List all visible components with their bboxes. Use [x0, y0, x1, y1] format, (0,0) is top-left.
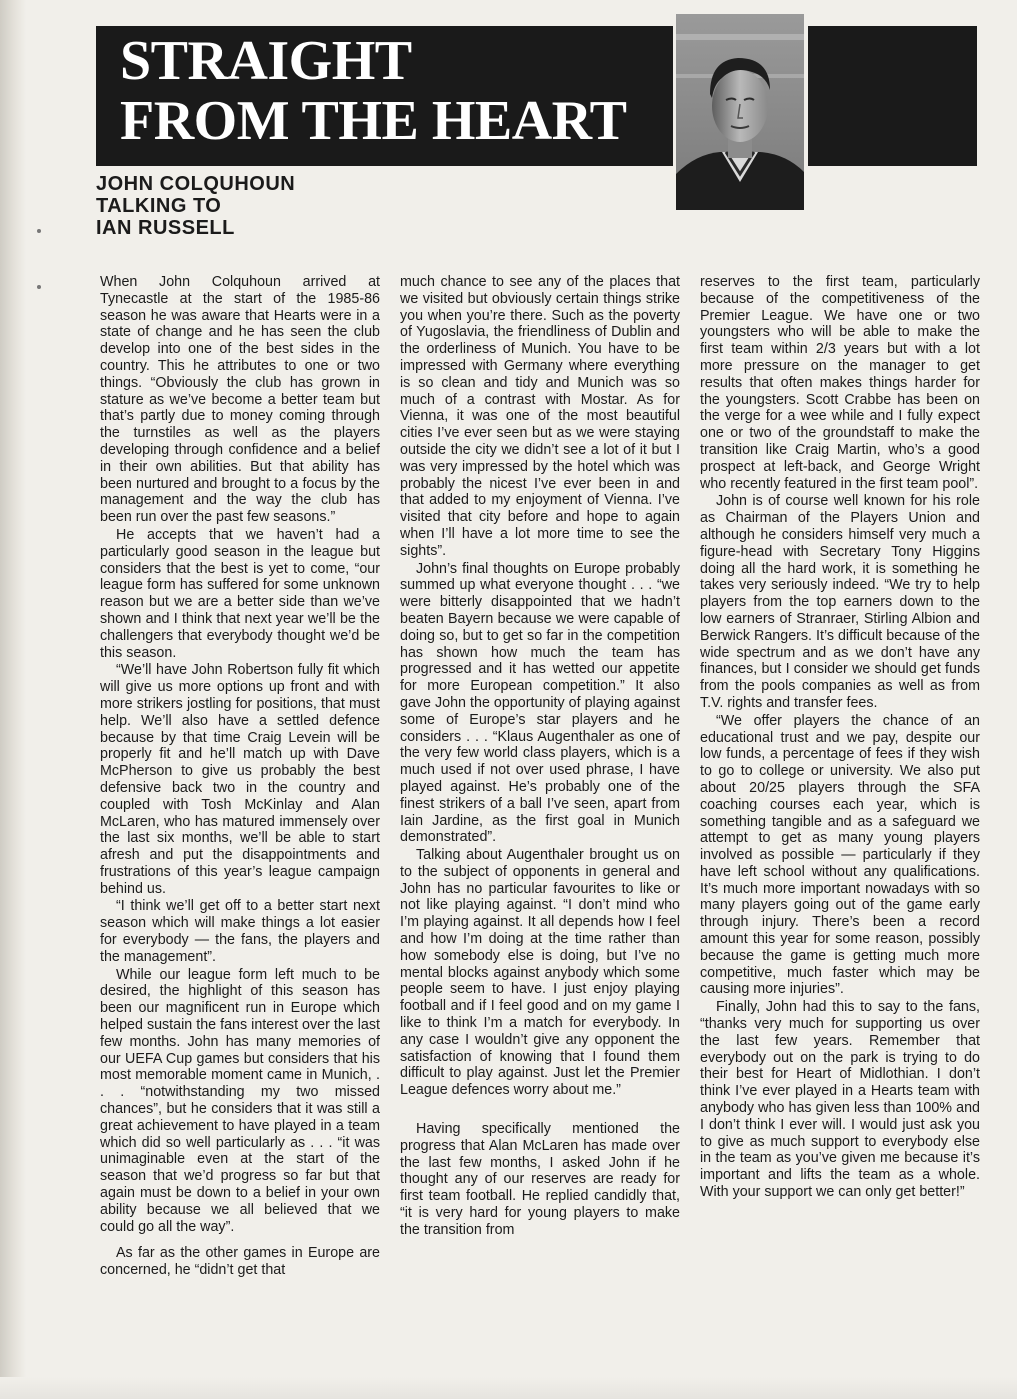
- page-binding-shadow: [0, 0, 26, 1399]
- paragraph: Finally, John had this to say to the fans, “thanks very much for supporting us over the last few years. Remember that everybody out on the park is trying to do their best for Heart of Midlothian. I don’t think I’ve ever played in a Hearts team with anybody who has given less than 100% and I don’t think I ever will. I would just ask you to give as much support to everybody else in the team as you’ve given me because it’s important and lifts the team as a whole. With your support we can only get better!”: [700, 999, 980, 1201]
- article-column-3: [700, 274, 980, 1202]
- paragraph: reserves to the first team, particularly because of the competitiveness of the Premier League. We have one or two youngsters who will be able to make the first team within 2/3 years but with a lot more pressure on the manager to get results that often makes things harder for the youngsters. Scott Crabbe has been on the verge for a wee while and I fully expect one or two of the groundstaff to make the transition like Craig Martin, who’s a good prospect at left-back, and George Wright who recently featured in the first team pool”.: [700, 274, 980, 492]
- article-column-2: [400, 274, 680, 1240]
- byline-line-3: IAN RUSSELL: [96, 217, 235, 239]
- headline: [120, 31, 680, 151]
- scan-speck: [37, 285, 41, 289]
- paragraph: While our league form left much to be desired, the highlight of this season has been our magnificent run in Europe which helped sustain the fans interest over the last few months. John has many memories of our UEFA Cup games but considers that his most memorable moment came in Munich, . . . “notwithstanding my two missed chances”, but he considers that it was still a great achievement to have played in a team which did so well particularly as . . . “it was unimaginable even at the start of the season that we’d progress so far but that again must be down to a belief in your own ability because we all believed that we could go all the way”.: [100, 966, 380, 1235]
- headline-line-1: STRAIGHT: [120, 30, 412, 92]
- byline: [96, 173, 396, 239]
- headline-line-2: FROM THE HEART: [120, 90, 627, 152]
- paragraph: As far as the other games in Europe are concerned, he “didn’t get that: [100, 1245, 380, 1279]
- paragraph: He accepts that we haven’t had a particularly good season in the league but considers that the best is yet to come, “our league form has suffered for some unknown reason but we are a better side than we’ve shown and I think that next year we’ll be the challengers that everybody thought we’d be this season.: [100, 526, 380, 661]
- page-bottom-edge: [0, 1377, 1017, 1399]
- paragraph: John’s final thoughts on Europe probably summed up what everyone thought . . . “we were bitterly disappointed that we hadn’t beaten Bayern because we were capable of doing so, but to get so far in the competition has shown how much the team has progressed and it has wetted our appetite for more European competition.” It also gave John the opportunity of playing against some of Europe’s star players and he considers . . . “Klaus Augenthaler as one of the very few world class players, which is a much used if not over used phrase, I have played against. He’s probably one of the finest strikers of a ball I’ve seen, apart from Iain Jardine, as the first goal in Munich demonstrated”.: [400, 560, 680, 846]
- article-column-1: [100, 274, 380, 1280]
- paragraph: “I think we’ll get off to a better start next season which will make things a lot easier for everybody — the fans, the players and the management”.: [100, 898, 380, 965]
- byline-line-2: TALKING TO: [96, 195, 222, 217]
- paragraph: “We’ll have John Robertson fully fit which will give us more options up front and with more strikers jostling for positions, that must help. We’ll also have a settled defence because by that time Craig Levein will be properly fit and he’ll match up with Dave McPherson to give us probably the best defensive back two in the country and coupled with Tosh McKinlay and Alan McLaren, who has matured immensely over the last six months, we’ll be able to start afresh and put the disappointments and frustrations of this year’s league campaign behind us.: [100, 662, 380, 897]
- paragraph: much chance to see any of the places that we visited but obviously certain things strike you when you’re there. Such as the poverty of Yugoslavia, the friendliness of Dublin and the orderliness of Munich. You have to be impressed with Germany where everything is so clean and tidy and Munich was so much of a contrast with Mostar. As for Vienna, it was one of the most beautiful cities I’ve ever seen but as we were staying outside the city we didn’t see a lot of it but I was very impressed by the hotel which was probably the nicest I’ve ever been in and that added to my enjoyment of Vienna. I’ve visited that city before and hope to again when I’ll have a lot more time to see the sights”.: [400, 274, 680, 559]
- player-portrait: [676, 14, 804, 210]
- paragraph: When John Colquhoun arrived at Tynecastle at the start of the 1985-86 season he was aware that Hearts were in a state of change and he has seen the club develop into one of the best sides in the country. This he attributes to one or two things. “Obviously the club has grown in stature as we’ve become a better team but that’s partly due to money coming through the turnstiles as well as the players developing through confidence and a belief in their own abilities. But that ability has been nurtured and brought to a focus by the management and the way the club has been run over the past few seasons.”: [100, 274, 380, 526]
- paragraph: Having specifically mentioned the progress that Alan McLaren has made over the last few months, I asked John if he thought any of our reserves are ready for first team football. He replied candidly that, “it is very hard for young players to make the transition from: [400, 1121, 680, 1238]
- paragraph: John is of course well known for his role as Chairman of the Players Union and although he considers himself very much a figure-head with Secretary Tony Higgins doing all the hard work, it is something he takes very seriously indeed. “We try to help players from the top earners down to the low earners of Stranraer, Stirling Albion and Berwick Rangers. It’s difficult because of the wide spectrum and as we don’t have any finances, but I consider we should get funds from the pools companies as well as from T.V. rights and transfer fees.: [700, 493, 980, 711]
- byline-line-1: JOHN COLQUHOUN: [96, 173, 296, 195]
- paragraph: Talking about Augenthaler brought us on to the subject of opponents in general and John has no particular favourites to like or not like playing against. “I don’t mind who I’m playing against. It all depends how I feel and how I’m doing at the time rather than how somebody else is doing, but I’ve no mental blocks against anybody which some people seem to have. I just enjoy playing football and if I feel good and on my game I like to think I’m a match for everybody. In any case I wouldn’t give any opponent the satisfaction of knowing that I found them difficult to play against. Just let the Premier League defences worry about me.”: [400, 847, 680, 1099]
- scan-speck: [37, 229, 41, 233]
- headline-banner-right: [806, 26, 977, 166]
- paragraph: “We offer players the chance of an educational trust and we pay, despite our low funds, a percentage of fees if they wish to go to college or university. We also put about 20/25 players through the SFA coaching courses each year, which is something tangible and as a safeguard we attempt to get as many young players involved as possible — particularly if they have left school without any qualifications. It’s much more important nowadays with so many players going out of the game early through injury. There’s been a record amount this year for some reason, possibly because the game is getting much more competitive, much faster which may be causing more injuries”.: [700, 712, 980, 998]
